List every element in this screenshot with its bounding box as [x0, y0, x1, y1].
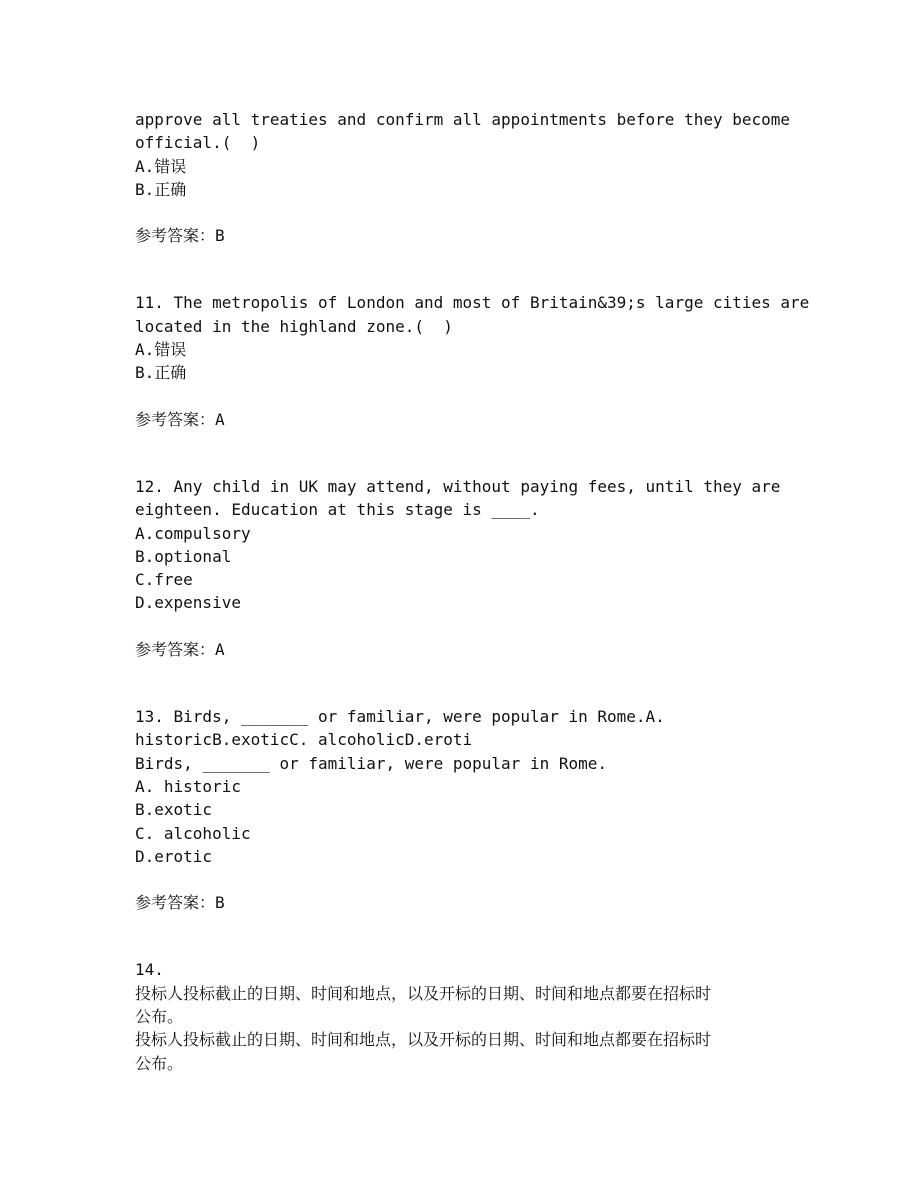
question-text-line: 公布。 — [135, 1053, 184, 1073]
question-text-line: approve all treaties and confirm all appointments before they become — [135, 110, 791, 129]
question-text-line: 公布。 — [135, 1007, 184, 1027]
option-b: B.正确 — [135, 363, 187, 383]
reference-answer: 参考答案：A — [135, 639, 225, 659]
option-c: C.free — [135, 570, 193, 590]
option-d: D.expensive — [135, 593, 241, 613]
question-14 — [135, 958, 815, 1074]
question-13 — [135, 705, 815, 914]
reference-answer: 参考答案：B — [135, 226, 225, 246]
question-text-line: located in the highland zone.( ) — [135, 316, 453, 336]
question-12 — [135, 475, 815, 661]
question-text-line: Birds, _______ or familiar, were popular in Rome. — [135, 753, 608, 773]
document-page — [135, 108, 815, 1075]
option-a: A.错误 — [135, 340, 187, 360]
option-b: B.optional — [135, 546, 232, 566]
question-number: 14. — [135, 960, 164, 980]
question-text-line: 投标人投标截止的日期、时间和地点，以及开标的日期、时间和地点都要在招标时 — [135, 983, 712, 1003]
option-a: A.compulsory — [135, 523, 251, 543]
option-b: B.正确 — [135, 179, 187, 199]
reference-answer: 参考答案：B — [135, 893, 225, 913]
option-b: B.exotic — [135, 800, 213, 820]
question-10 — [135, 108, 815, 247]
question-text-line: 投标人投标截止的日期、时间和地点，以及开标的日期、时间和地点都要在招标时 — [135, 1030, 712, 1050]
question-11 — [135, 291, 815, 430]
question-text-line: eighteen. Education at this stage is ____. — [135, 500, 540, 520]
reference-answer: 参考答案：A — [135, 409, 225, 429]
option-a: A.错误 — [135, 156, 187, 176]
question-text-line: 12. Any child in UK may attend, without paying fees, until they are — [135, 476, 781, 496]
option-d: D.erotic — [135, 846, 213, 866]
question-text-line: 11. The metropolis of London and most of Britain&39;s large cities are — [135, 293, 810, 313]
option-c: C. alcoholic — [135, 823, 251, 843]
question-text-line: official.( ) — [135, 133, 261, 153]
option-a: A. historic — [135, 776, 241, 796]
question-text-line: historicB.exoticC. alcoholicD.eroti — [135, 730, 473, 750]
question-text-line: 13. Birds, _______ or familiar, were popular in Rome.A. — [135, 707, 665, 727]
